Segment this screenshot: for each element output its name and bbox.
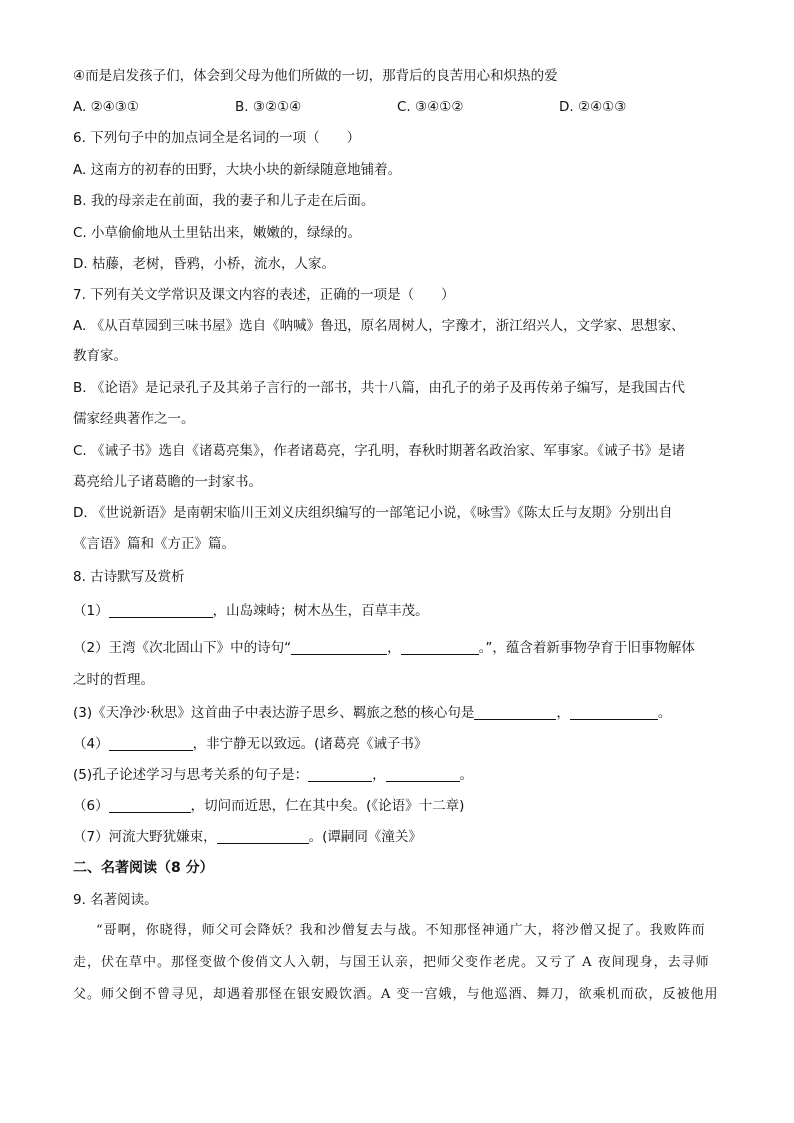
q8-sub-4-number: （4）: [73, 736, 109, 752]
q8-sub-2-tail: 。”，蕴含着新事物孕育于旧事物解体: [478, 640, 695, 656]
q6-option-b: B. 我的母亲走在前面，我的妻子和儿子走在后面。: [73, 193, 375, 209]
answer-blank[interactable]: [570, 705, 658, 720]
q8-sub-2-comma: ，: [387, 640, 401, 656]
q9-passage-line1: “哥啊，你晓得，师父可会降妖？我和沙僧复去与战。不知那怪神通广大，将沙僧又捉了。我败阵而: [96, 923, 706, 938]
q5-option-c: C. ③④①②: [397, 99, 464, 115]
q8-sub-3-comma: ，: [556, 705, 570, 721]
q7-option-b-line2: 儒家经典著作之一。: [73, 411, 195, 427]
q7-option-c-line1: C. 《诫子书》选自《诸葛亮集》，作者诸葛亮，字孔明，春秋时期著名政治家、军事家。《诫子书》是诸: [73, 443, 686, 459]
answer-blank[interactable]: [386, 767, 460, 782]
answer-blank[interactable]: [308, 767, 372, 782]
q9-passage-line3: 父。师父倒不曾寻见，却遇着那怪在银安殿饮酒。A 变一宫娥，与他巡酒、舞刀，欲乘机而砍，反被他用: [73, 987, 719, 1002]
answer-blank[interactable]: [109, 736, 193, 751]
q6-option-d: D. 枯藤，老树，昏鸦，小桥，流水，人家。: [73, 256, 335, 272]
q5-item-4: ④而是启发孩子们，体会到父母为他们所做的一切，那背后的良苦用心和炽热的爱: [73, 68, 558, 84]
q8-sub-5-comma: ，: [372, 767, 386, 783]
q8-sub-2-text: （2）王湾《次北固山下》中的诗句“: [73, 640, 292, 656]
q8-sub-3: [73, 704, 733, 722]
q9-stem: 9. 名著阅读。: [73, 892, 158, 908]
answer-blank[interactable]: [109, 798, 191, 813]
q8-sub-5: [73, 766, 733, 784]
q6-stem: 6. 下列句子中的加点词全是名词的一项（ ）: [73, 130, 361, 146]
q5-option-b: B. ③②①④: [235, 99, 302, 115]
q8-stem: 8. 古诗默写及赏析: [73, 569, 185, 585]
q8-sub-3-tail: 。: [657, 705, 672, 721]
answer-blank[interactable]: [217, 829, 309, 844]
q5-option-d: D. ②④①③: [559, 99, 627, 115]
q8-sub-4: [73, 735, 733, 753]
q6-option-a: A. 这南方的初春的田野，大块小块的新绿随意地铺着。: [73, 162, 402, 178]
q9-passage-line2: 走，伏在草中。那怪变做个俊俏文人入朝，与国王认亲，把师父变作老虎。又亏了 A 夜间现身，去寻师: [73, 955, 710, 970]
q7-stem: 7. 下列有关文学常识及课文内容的表述，正确的一项是（ ）: [73, 287, 455, 303]
answer-blank[interactable]: [291, 640, 387, 655]
q8-sub-1-text: ，山岛竦峙；树木丛生，百草丰茂。: [212, 603, 429, 619]
q8-sub-5-text: (5)孔子论述学习与思考关系的句子是：: [73, 767, 309, 783]
q8-sub-7: [73, 828, 733, 846]
q8-sub-5-tail: 。: [459, 767, 474, 783]
q8-sub-7-text: （7）河流大野犹嫌束，: [73, 829, 217, 845]
q7-option-d-line2: 《言语》篇和《方正》篇。: [73, 536, 235, 552]
q7-option-d-line1: D. 《世说新语》是南朝宋临川王刘义庆组织编写的一部笔记小说，《咏雪》《陈太丘与友期》分别出自: [73, 505, 673, 521]
q8-sub-6: [73, 797, 733, 815]
answer-blank[interactable]: [109, 603, 213, 618]
q7-option-a-line2: 教育家。: [73, 348, 127, 364]
q8-sub-3-text: (3)《天净沙·秋思》这首曲子中表达游子思乡、羁旅之愁的核心句是: [73, 705, 475, 721]
q7-option-b-line1: B. 《论语》是记录孔子及其弟子言行的一部书，共十八篇，由孔子的弟子及再传弟子编写，是我国古代: [73, 380, 685, 396]
q6-option-c: C. 小草偷偷地从土里钻出来，嫩嫩的，绿绿的。: [73, 225, 362, 241]
q8-sub-4-text: ，非宁静无以致远。(诸葛亮《诫子书》: [192, 736, 428, 752]
q8-sub-1-number: （1）: [73, 603, 109, 619]
q8-sub-1: [73, 602, 733, 620]
q8-sub-2-line2: 之时的哲理。: [73, 672, 154, 688]
q8-sub-2: [73, 639, 733, 657]
q8-sub-7-tail: 。(谭嗣同《潼关》: [308, 829, 422, 845]
q7-option-a-line1: A. 《从百草园到三味书屋》选自《呐喊》鲁迅，原名周树人，字豫才，浙江绍兴人，文学家、思想家、: [73, 318, 685, 334]
section-2-heading: 二、名著阅读（8 分）: [73, 860, 214, 876]
answer-blank[interactable]: [474, 705, 556, 720]
q7-option-c-line2: 葛亮给儿子诸葛瞻的一封家书。: [73, 474, 262, 490]
q5-options: [73, 98, 733, 116]
q8-sub-6-number: （6）: [73, 798, 109, 814]
answer-blank[interactable]: [401, 640, 479, 655]
q5-option-a: A. ②④③①: [73, 99, 139, 115]
q8-sub-6-text: ，切问而近思，仁在其中矣。(《论语》十二章): [190, 798, 465, 814]
